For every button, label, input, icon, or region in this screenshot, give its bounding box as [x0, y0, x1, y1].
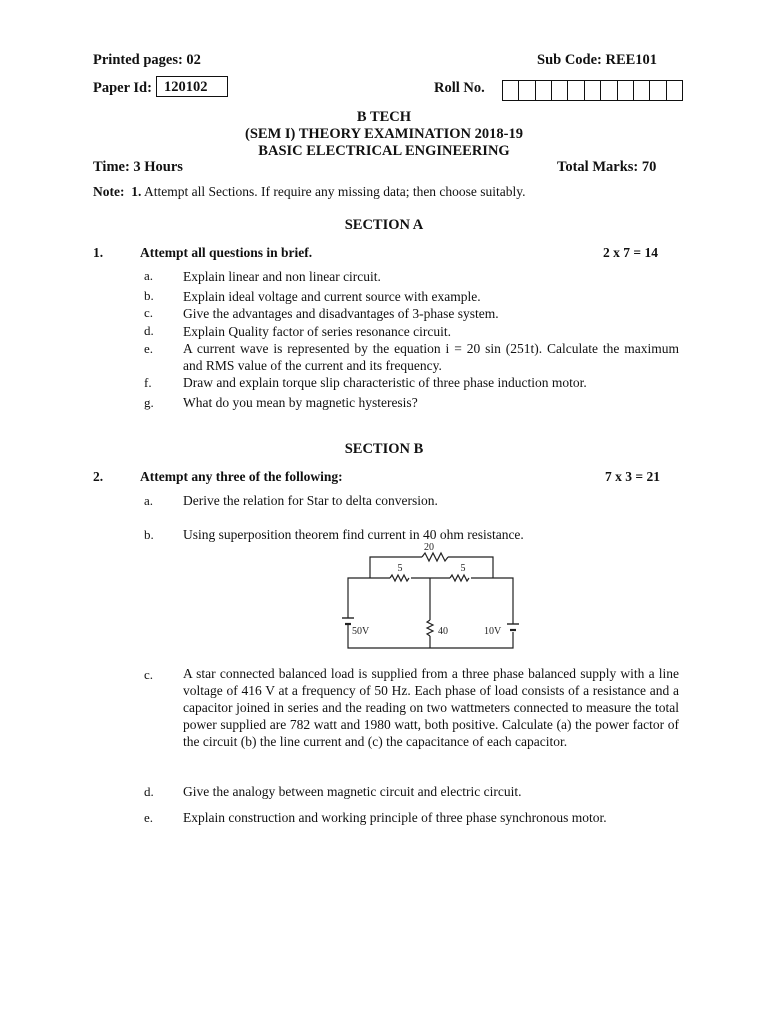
- roll-no-cell: [552, 81, 568, 100]
- resistor-40-ohm: [427, 620, 433, 636]
- list-item: Explain linear and non linear circuit.: [183, 269, 381, 284]
- section-b-title: SECTION B: [344, 441, 424, 457]
- printed-pages: Printed pages: 02: [93, 52, 201, 68]
- circuit-diagram: [330, 540, 530, 652]
- circuit-wire: [348, 578, 390, 608]
- exam-title: (SEM I) THEORY EXAMINATION 2018-19: [245, 126, 523, 142]
- label-20: 20: [424, 542, 434, 553]
- item-letter: d.: [144, 784, 154, 799]
- resistor-5-ohm-left: [390, 575, 409, 581]
- list-item: What do you mean by magnetic hysteresis?: [183, 395, 418, 410]
- section-a-title: SECTION A: [344, 217, 424, 233]
- item-letter: c.: [144, 305, 154, 320]
- battery-50v: [342, 608, 354, 624]
- question-1-text: Attempt all questions in brief.: [140, 245, 313, 260]
- circuit-wire: [448, 557, 493, 578]
- roll-no-cell: [634, 81, 650, 100]
- roll-no-cell: [585, 81, 601, 100]
- roll-no-cell: [536, 81, 552, 100]
- item-letter: e.: [144, 341, 154, 356]
- item-letter: e.: [144, 810, 154, 825]
- total-marks: Total Marks: 70: [557, 159, 657, 175]
- roll-no-cell: [503, 81, 519, 100]
- question-2-number: 2.: [93, 469, 104, 484]
- note-number: 1.: [131, 184, 142, 199]
- item-letter: b.: [144, 288, 154, 303]
- item-letter: g.: [144, 395, 154, 410]
- label-40: 40: [438, 626, 448, 637]
- resistor-20-ohm: [422, 553, 448, 561]
- subject-title: BASIC ELECTRICAL ENGINEERING: [258, 143, 510, 159]
- time-allowed: Time: 3 Hours: [93, 159, 183, 175]
- question-1-marks: 2 x 7 = 14: [603, 245, 658, 260]
- roll-no-cell: [601, 81, 617, 100]
- note-text: Attempt all Sections. If require any missing data; then choose suitably.: [144, 184, 526, 199]
- circuit-wire: [471, 578, 513, 618]
- label-10v: 10V: [484, 626, 502, 637]
- roll-no-cell: [650, 81, 666, 100]
- note: [93, 184, 526, 200]
- item-letter: a.: [144, 493, 154, 508]
- question-2-text: Attempt any three of the following:: [140, 469, 343, 484]
- circuit-wire: [370, 557, 422, 578]
- list-item: Explain ideal voltage and current source with example.: [183, 289, 481, 304]
- list-item: Give the advantages and disadvantages of 3-phase system.: [183, 306, 499, 321]
- item-letter: b.: [144, 527, 154, 542]
- list-item: Using superposition theorem find current in 40 ohm resistance.: [183, 527, 524, 542]
- roll-no-cell: [667, 81, 682, 100]
- paper-id-label: Paper Id:: [93, 80, 152, 96]
- list-item: Give the analogy between magnetic circuit and electric circuit.: [183, 784, 522, 799]
- item-letter: f.: [144, 375, 152, 390]
- list-item: Explain construction and working principle of three phase synchronous motor.: [183, 810, 607, 825]
- list-item: Draw and explain torque slip characteristic of three phase induction motor.: [183, 375, 587, 390]
- degree-title: B TECH: [356, 109, 412, 125]
- roll-no-cell: [519, 81, 535, 100]
- sub-code: Sub Code: REE101: [537, 52, 658, 68]
- list-item: A star connected balanced load is supplied from a three phase balanced supply with a line voltage of 416 V at a frequency of 50 Hz. Each phase of load consists of a resistance and a capacitor joined in series and the reading on two wattmeters connected to measure the total power supplied are 782 watt and 1980 watt, both positive. Calculate (a) the power factor of the circuit (b) the line current and (c) the capacitance of each capacitor.: [183, 666, 679, 749]
- roll-no-cell: [618, 81, 634, 100]
- note-label: Note:: [93, 184, 125, 199]
- list-item: A current wave is represented by the equation i = 20 sin (251t). Calculate the maximum and RMS value of the current and its frequency.: [183, 341, 679, 373]
- roll-no-cell: [568, 81, 584, 100]
- question-1-number: 1.: [93, 245, 104, 260]
- paper-id-value: 120102: [164, 79, 208, 95]
- list-item: Explain Quality factor of series resonance circuit.: [183, 324, 452, 339]
- roll-no-label: Roll No.: [434, 80, 485, 96]
- item-letter: a.: [144, 268, 154, 283]
- item-letter: d.: [144, 323, 154, 338]
- battery-10v: [507, 618, 519, 630]
- item-letter: c.: [144, 667, 154, 682]
- roll-no-boxes: [502, 80, 683, 101]
- label-50v: 50V: [352, 626, 370, 637]
- label-5-right: 5: [460, 563, 466, 574]
- question-2-marks: 7 x 3 = 21: [605, 469, 660, 484]
- label-5-left: 5: [397, 563, 403, 574]
- list-item: Derive the relation for Star to delta conversion.: [183, 493, 438, 508]
- resistor-5-ohm-right: [450, 575, 469, 581]
